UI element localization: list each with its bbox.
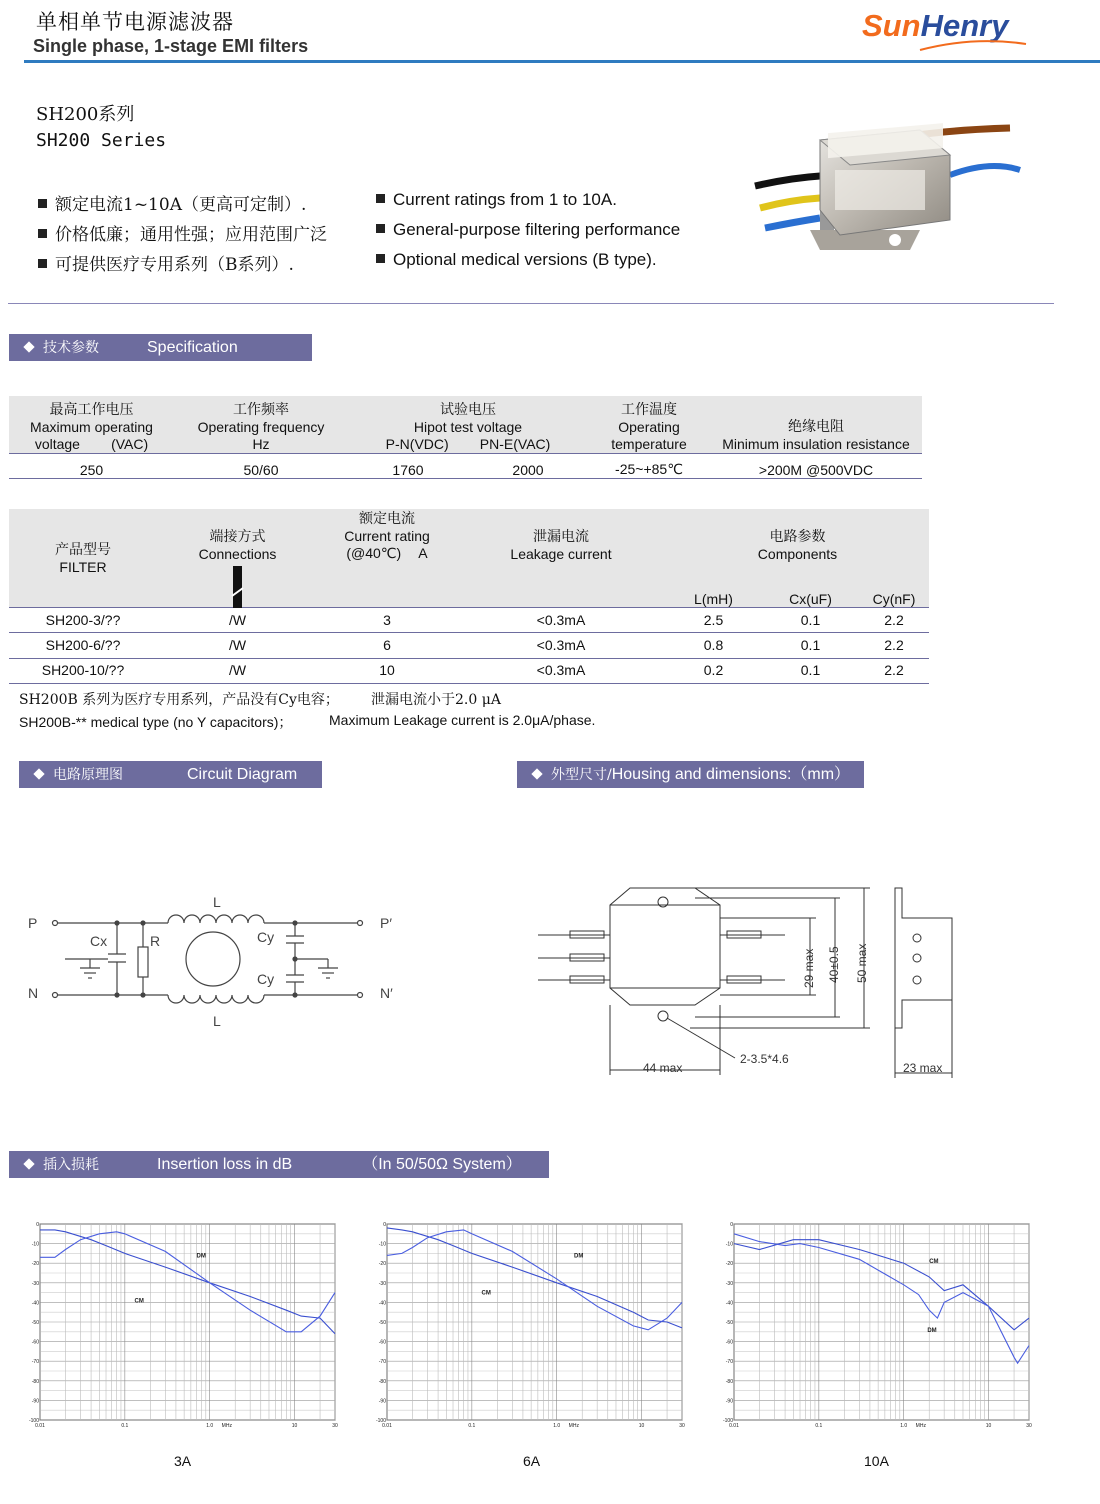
- model-header-components: 电路参数 Components: [757, 529, 838, 562]
- section-header-insertion-loss: 插入损耗 Insertion loss in dB （In 50/50Ω System）: [9, 1151, 549, 1178]
- note-en-leakage: Maximum Leakage current is 2.0μA/phase.: [329, 712, 596, 728]
- y-tick-label: -70: [31, 1359, 39, 1366]
- y-tick-label: -70: [378, 1359, 386, 1366]
- x-tick-label: 30: [1026, 1423, 1032, 1429]
- model-header-filter: 产品型号 FILTER: [55, 542, 111, 575]
- y-tick-label: -60: [378, 1339, 386, 1346]
- wire-terminal-icon: [230, 566, 246, 608]
- product-photo: [750, 100, 1030, 260]
- spec-value-hipot-pn: 1760: [392, 462, 424, 478]
- feature-en-1: Current ratings from 1 to 10A.: [376, 190, 617, 210]
- label-r: R: [150, 933, 161, 949]
- note-cn: SH200B 系列为医疗专用系列，产品没有Cy电容；: [19, 692, 339, 708]
- y-tick-label: -90: [378, 1398, 386, 1405]
- x-tick-label: 0.1: [121, 1423, 129, 1429]
- label-p-prime: P′: [380, 915, 392, 931]
- y-tick-label: -40: [378, 1300, 386, 1307]
- chart-title-10a: 10A: [864, 1453, 889, 1469]
- model-header-cx: Cx(uF): [789, 591, 832, 607]
- dim-40: 40±0.5: [827, 946, 841, 983]
- series-label-cm: CM: [134, 1298, 144, 1305]
- insertion-loss-chart-6a: [373, 1218, 688, 1434]
- feature-cn-2: 价格低廉；通用性强；应用范围广泛: [38, 220, 327, 245]
- y-tick-label: -90: [725, 1398, 733, 1405]
- series-label-cm: CM: [929, 1259, 939, 1266]
- series-label-dm: DM: [196, 1253, 206, 1260]
- y-tick-label: -10: [31, 1241, 39, 1248]
- model-header-l: L(mH): [694, 591, 733, 607]
- x-tick-label: 0.01: [35, 1423, 45, 1429]
- spec-header-temperature: 工作温度 Operating temperature: [611, 402, 687, 452]
- diamond-icon: [23, 1158, 34, 1169]
- label-n-prime: N′: [380, 985, 393, 1001]
- spec-value-voltage: 250: [79, 462, 104, 478]
- y-tick-label: -20: [31, 1261, 39, 1268]
- dim-50: 50 max: [855, 943, 869, 983]
- spec-value-hipot-pne: 2000: [512, 462, 544, 478]
- x-tick-label: 30: [332, 1423, 338, 1429]
- y-tick-label: -30: [378, 1280, 386, 1287]
- insertion-loss-chart-3a: [26, 1218, 341, 1434]
- model-header-current: 额定电流 Current rating (@40℃) A: [344, 511, 430, 561]
- y-tick-label: -70: [725, 1359, 733, 1366]
- y-tick-label: -80: [31, 1378, 39, 1385]
- series-label-dm: DM: [927, 1327, 937, 1334]
- x-tick-label: 1.0: [206, 1423, 214, 1429]
- spec-value-temperature: -25~+85℃: [615, 461, 683, 477]
- series-name-cn: SH200系列: [36, 104, 135, 125]
- chart-title-3a: 3A: [174, 1453, 192, 1469]
- y-tick-label: 0: [36, 1222, 39, 1228]
- chart-title-6a: 6A: [523, 1453, 541, 1469]
- spec-header-insulation: 绝缘电阻 Minimum insulation resistance: [722, 419, 910, 452]
- x-axis-label: MHz: [221, 1423, 232, 1429]
- label-cy-bottom: Cy: [257, 971, 275, 987]
- dim-44: 44 max: [643, 1061, 683, 1075]
- x-tick-label: 1.0: [553, 1423, 561, 1429]
- feature-en-2: General-purpose filtering performance: [376, 220, 680, 240]
- model-table-rule: [9, 632, 929, 633]
- x-tick-label: 0.1: [468, 1423, 476, 1429]
- y-tick-label: 0: [383, 1222, 386, 1228]
- feature-cn-1: 额定电流1~10A（更高可定制）.: [38, 190, 306, 215]
- label-l-top: L: [213, 894, 221, 910]
- housing-dimension-drawing: [530, 880, 970, 1080]
- header-rule: [24, 60, 1100, 63]
- y-tick-label: 0: [730, 1222, 733, 1228]
- y-tick-label: -10: [378, 1241, 386, 1248]
- diamond-icon: [33, 768, 44, 779]
- label-cy-top: Cy: [257, 929, 275, 945]
- y-tick-label: -100: [722, 1418, 733, 1424]
- x-tick-label: 10: [291, 1423, 298, 1429]
- section-header-specification: 技术参数 Specification: [9, 334, 312, 361]
- y-tick-label: -50: [725, 1320, 733, 1326]
- x-axis-label: MHz: [915, 1423, 926, 1429]
- y-tick-label: -50: [378, 1320, 386, 1326]
- x-tick-label: 0.01: [729, 1423, 739, 1429]
- model-header-leakage: 泄漏电流 Leakage current: [510, 529, 612, 562]
- section-header-housing: 外型尺寸/Housing and dimensions:（mm）: [517, 761, 864, 788]
- table-row: SH200-6/?? /W 6 <0.3mA 0.8 0.1 2.2: [45, 637, 904, 653]
- y-tick-label: -40: [31, 1300, 39, 1307]
- circuit-diagram: [20, 890, 410, 1035]
- diamond-icon: [531, 768, 542, 779]
- series-name-en: SH200 Series: [36, 130, 167, 151]
- x-tick-label: 30: [679, 1423, 685, 1429]
- header-title-cn: 单相单节电源滤波器: [36, 10, 234, 34]
- y-tick-label: -100: [28, 1418, 39, 1424]
- y-tick-label: -30: [31, 1280, 39, 1287]
- intro-divider: [8, 303, 1054, 304]
- spec-table-rule: [9, 453, 922, 454]
- spec-value-frequency: 50/60: [243, 462, 279, 478]
- model-table-rule: [9, 658, 929, 659]
- dim-23: 23 max: [903, 1061, 943, 1075]
- section-header-circuit: 电路原理图 Circuit Diagram: [19, 761, 322, 788]
- spec-header-voltage: 最高工作电压 Maximum operating voltage (VAC): [30, 402, 153, 452]
- logo-swoosh-icon: [918, 38, 1028, 54]
- x-tick-label: 0.1: [815, 1423, 823, 1429]
- spec-header-frequency: 工作频率 Operating frequency Hz: [197, 402, 325, 452]
- model-header-connections: 端接方式 Connections: [198, 529, 277, 562]
- note-cn-leakage: 泄漏电流小于2.0 μA: [371, 692, 501, 708]
- y-tick-label: -60: [725, 1339, 733, 1346]
- series-label-cm: CM: [481, 1290, 491, 1297]
- label-l-bottom: L: [213, 1013, 221, 1029]
- x-tick-label: 1.0: [900, 1423, 908, 1429]
- header-title-en: Single phase, 1-stage EMI filters: [33, 36, 309, 56]
- model-header-cy: Cy(nF): [872, 591, 916, 607]
- y-tick-label: -40: [725, 1300, 733, 1307]
- insertion-loss-chart-10a: [720, 1218, 1035, 1434]
- y-tick-label: -80: [725, 1378, 733, 1385]
- x-tick-label: 0.01: [382, 1423, 392, 1429]
- label-cx: Cx: [90, 933, 108, 949]
- y-tick-label: -60: [31, 1339, 39, 1346]
- label-p: P: [28, 915, 38, 931]
- y-tick-label: -100: [375, 1418, 386, 1424]
- y-tick-label: -20: [725, 1261, 733, 1268]
- y-tick-label: -30: [725, 1280, 733, 1287]
- spec-header-hipot: 试验电压 Hipot test voltage P-N(VDC) PN-E(VAC): [385, 402, 551, 452]
- y-tick-label: -50: [31, 1320, 39, 1326]
- y-tick-label: -10: [725, 1241, 733, 1248]
- diamond-icon: [23, 341, 34, 352]
- series-label-dm: DM: [573, 1253, 584, 1260]
- x-tick-label: 10: [638, 1423, 645, 1429]
- spec-value-insulation: >200M @500VDC: [758, 462, 874, 478]
- y-tick-label: -80: [378, 1378, 386, 1385]
- x-axis-label: MHz: [568, 1423, 579, 1429]
- feature-cn-3: 可提供医疗专用系列（B系列）.: [38, 250, 294, 275]
- brand-logo: SunHenry: [862, 8, 1009, 43]
- table-row: SH200-10/?? /W 10 <0.3mA 0.2 0.1 2.2: [41, 662, 904, 678]
- dim-29: 29 max: [802, 948, 816, 988]
- x-tick-label: 10: [985, 1423, 992, 1429]
- label-n: N: [28, 985, 39, 1001]
- dim-hole: 2-3.5*4.6: [740, 1052, 789, 1066]
- table-row: SH200-3/?? /W 3 <0.3mA 2.5 0.1 2.2: [45, 612, 904, 628]
- y-tick-label: -20: [378, 1261, 386, 1268]
- feature-en-3: Optional medical versions (B type).: [376, 250, 657, 270]
- model-table-rule: [9, 683, 929, 684]
- note-en: SH200B-** medical type (no Y capacitors)；: [19, 714, 293, 730]
- y-tick-label: -90: [31, 1398, 39, 1405]
